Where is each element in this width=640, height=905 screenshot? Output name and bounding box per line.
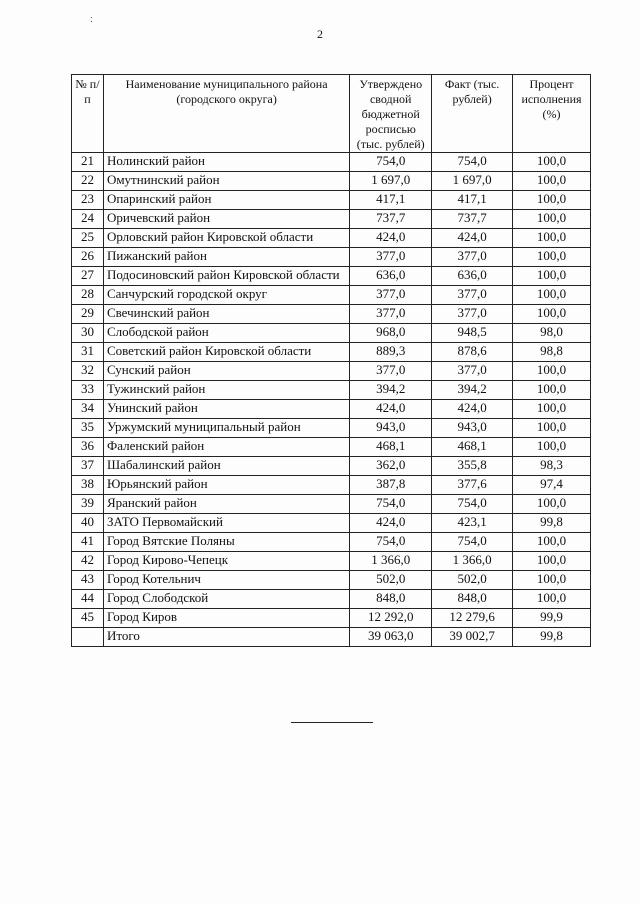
cell-num: 33 [72,381,104,400]
table-row [72,343,591,362]
cell-percent: 98,8 [513,343,591,362]
cell-percent: 100,0 [513,362,591,381]
cell-num: 23 [72,191,104,210]
cell-name: ЗАТО Первомайский [103,514,349,533]
cell-approved: 12 292,0 [350,609,432,628]
table-row [72,305,591,324]
table-row [72,419,591,438]
cell-percent: 100,0 [513,438,591,457]
cell-approved: 424,0 [350,400,432,419]
table-header-row [72,75,591,153]
cell-percent: 100,0 [513,419,591,438]
cell-num: 42 [72,552,104,571]
cell-num: 44 [72,590,104,609]
cell-fact: 754,0 [432,533,513,552]
cell-num: 36 [72,438,104,457]
cell-fact: 424,0 [432,400,513,419]
cell-name: Пижанский район [103,248,349,267]
cell-num: 37 [72,457,104,476]
cell-num: 27 [72,267,104,286]
cell-percent: 100,0 [513,381,591,400]
cell-fact: 878,6 [432,343,513,362]
cell-num: 21 [72,153,104,172]
cell-name: Сунский район [103,362,349,381]
cell-percent: 100,0 [513,400,591,419]
cell-fact: 377,0 [432,248,513,267]
cell-approved: 377,0 [350,248,432,267]
cell-fact: 754,0 [432,495,513,514]
cell-fact: 423,1 [432,514,513,533]
cell-percent: 100,0 [513,229,591,248]
cell-approved: 754,0 [350,495,432,514]
table-row [72,191,591,210]
cell-fact: 394,2 [432,381,513,400]
scan-mark: : [90,14,93,25]
table-row [72,286,591,305]
cell-approved: 1 697,0 [350,172,432,191]
cell-percent: 100,0 [513,191,591,210]
cell-approved: 636,0 [350,267,432,286]
cell-name: Итого [103,628,349,647]
cell-approved: 39 063,0 [350,628,432,647]
cell-num: 30 [72,324,104,343]
cell-approved: 754,0 [350,153,432,172]
cell-name: Омутнинский район [103,172,349,191]
cell-percent: 100,0 [513,571,591,590]
cell-name: Яранский район [103,495,349,514]
cell-approved: 387,8 [350,476,432,495]
cell-fact: 1 366,0 [432,552,513,571]
cell-approved: 394,2 [350,381,432,400]
cell-percent: 98,0 [513,324,591,343]
cell-approved: 889,3 [350,343,432,362]
cell-approved: 417,1 [350,191,432,210]
cell-name: Город Слободской [103,590,349,609]
cell-name: Советский район Кировской области [103,343,349,362]
cell-approved: 737,7 [350,210,432,229]
table-row [72,210,591,229]
budget-execution-table [71,74,591,647]
cell-fact: 468,1 [432,438,513,457]
page-number: 2 [317,27,323,41]
cell-num: 40 [72,514,104,533]
cell-fact: 754,0 [432,153,513,172]
table-row [72,229,591,248]
cell-num: 28 [72,286,104,305]
cell-approved: 502,0 [350,571,432,590]
cell-name: Уржумский муниципальный район [103,419,349,438]
cell-approved: 377,0 [350,286,432,305]
cell-approved: 362,0 [350,457,432,476]
table-row [72,400,591,419]
cell-num [72,628,104,647]
cell-percent: 100,0 [513,495,591,514]
cell-name: Город Киров [103,609,349,628]
table-row [72,571,591,590]
cell-fact: 377,6 [432,476,513,495]
cell-percent: 98,3 [513,457,591,476]
table-row [72,267,591,286]
cell-name: Юрьянский район [103,476,349,495]
cell-name: Тужинский район [103,381,349,400]
cell-num: 26 [72,248,104,267]
table-row [72,533,591,552]
total-row [72,628,591,647]
cell-fact: 377,0 [432,362,513,381]
cell-name: Нолинский район [103,153,349,172]
table-row [72,552,591,571]
closing-divider [291,722,373,723]
cell-approved: 848,0 [350,590,432,609]
cell-num: 41 [72,533,104,552]
cell-num: 25 [72,229,104,248]
cell-percent: 100,0 [513,286,591,305]
table-row [72,153,591,172]
cell-name: Фаленский район [103,438,349,457]
cell-name: Свечинский район [103,305,349,324]
cell-name: Слободской район [103,324,349,343]
cell-num: 24 [72,210,104,229]
cell-percent: 100,0 [513,590,591,609]
table-row [72,248,591,267]
table-row [72,476,591,495]
header-approved: Утверждено сводной бюджетной росписью (тыс. рублей) [350,75,432,153]
table-row [72,362,591,381]
cell-fact: 848,0 [432,590,513,609]
cell-approved: 968,0 [350,324,432,343]
cell-fact: 39 002,7 [432,628,513,647]
cell-num: 31 [72,343,104,362]
table-row [72,324,591,343]
cell-name: Город Котельнич [103,571,349,590]
table-row [72,514,591,533]
table-body [72,153,591,647]
cell-percent: 100,0 [513,533,591,552]
cell-percent: 99,9 [513,609,591,628]
cell-name: Подосиновский район Кировской области [103,267,349,286]
cell-approved: 424,0 [350,514,432,533]
cell-percent: 99,8 [513,628,591,647]
table-row [72,590,591,609]
cell-percent: 100,0 [513,153,591,172]
cell-num: 22 [72,172,104,191]
table-row [72,609,591,628]
cell-approved: 424,0 [350,229,432,248]
table-row [72,495,591,514]
cell-fact: 424,0 [432,229,513,248]
header-fact: Факт (тыс. рублей) [432,75,513,153]
cell-num: 34 [72,400,104,419]
cell-fact: 737,7 [432,210,513,229]
cell-approved: 468,1 [350,438,432,457]
cell-percent: 100,0 [513,210,591,229]
cell-name: Унинский район [103,400,349,419]
cell-name: Санчурский городской округ [103,286,349,305]
cell-fact: 417,1 [432,191,513,210]
cell-percent: 100,0 [513,552,591,571]
cell-percent: 99,8 [513,514,591,533]
cell-name: Оричевский район [103,210,349,229]
cell-fact: 12 279,6 [432,609,513,628]
cell-fact: 355,8 [432,457,513,476]
cell-approved: 377,0 [350,362,432,381]
cell-name: Шабалинский район [103,457,349,476]
cell-num: 29 [72,305,104,324]
table-row [72,381,591,400]
table-row [72,438,591,457]
cell-percent: 97,4 [513,476,591,495]
cell-fact: 948,5 [432,324,513,343]
header-percent: Процент исполнения (%) [513,75,591,153]
cell-approved: 943,0 [350,419,432,438]
cell-percent: 100,0 [513,172,591,191]
cell-num: 45 [72,609,104,628]
cell-fact: 377,0 [432,286,513,305]
header-name: Наименование муниципального района (городского округа) [103,75,349,153]
cell-num: 39 [72,495,104,514]
table-row [72,172,591,191]
cell-percent: 100,0 [513,305,591,324]
cell-num: 38 [72,476,104,495]
cell-name: Опаринский район [103,191,349,210]
header-num: № п/п [72,75,104,153]
cell-approved: 1 366,0 [350,552,432,571]
cell-percent: 100,0 [513,267,591,286]
cell-name: Город Кирово-Чепецк [103,552,349,571]
cell-fact: 502,0 [432,571,513,590]
cell-num: 43 [72,571,104,590]
cell-fact: 377,0 [432,305,513,324]
cell-num: 32 [72,362,104,381]
cell-name: Орловский район Кировской области [103,229,349,248]
cell-fact: 1 697,0 [432,172,513,191]
cell-fact: 943,0 [432,419,513,438]
cell-fact: 636,0 [432,267,513,286]
cell-percent: 100,0 [513,248,591,267]
table-row [72,457,591,476]
cell-approved: 754,0 [350,533,432,552]
cell-approved: 377,0 [350,305,432,324]
cell-num: 35 [72,419,104,438]
cell-name: Город Вятские Поляны [103,533,349,552]
